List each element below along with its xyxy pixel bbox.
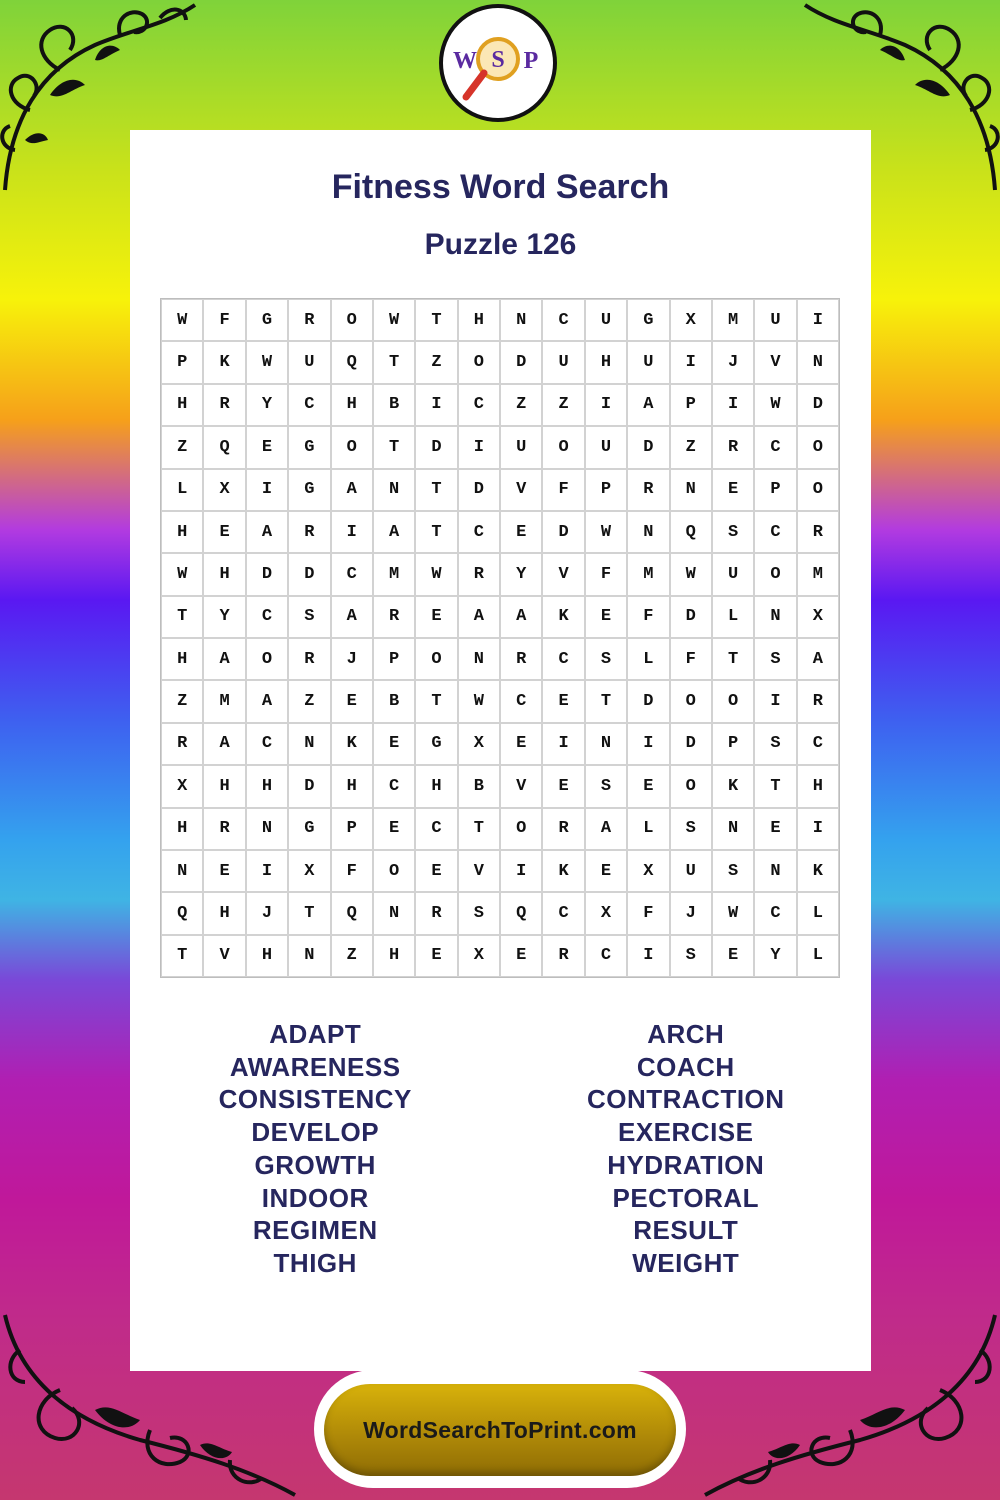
- grid-cell[interactable]: V: [203, 935, 245, 977]
- word-list-left: [130, 1018, 501, 1280]
- grid-cell[interactable]: O: [331, 299, 373, 341]
- grid-cell[interactable]: Q: [500, 892, 542, 934]
- grid-cell[interactable]: E: [754, 808, 796, 850]
- grid-cell[interactable]: E: [203, 850, 245, 892]
- grid-cell[interactable]: X: [458, 723, 500, 765]
- grid-cell[interactable]: C: [754, 892, 796, 934]
- grid-cell[interactable]: S: [712, 850, 754, 892]
- grid-cell[interactable]: R: [203, 808, 245, 850]
- grid-cell[interactable]: N: [161, 850, 203, 892]
- footer-badge: [314, 1370, 686, 1488]
- grid-cell[interactable]: T: [161, 935, 203, 977]
- grid-cell[interactable]: J: [246, 892, 288, 934]
- grid-cell[interactable]: A: [627, 384, 669, 426]
- grid-cell[interactable]: O: [542, 426, 584, 468]
- grid-cell[interactable]: H: [161, 511, 203, 553]
- grid-cell[interactable]: B: [373, 680, 415, 722]
- grid-cell[interactable]: R: [542, 808, 584, 850]
- grid-cell[interactable]: X: [797, 596, 839, 638]
- grid-cell[interactable]: X: [458, 935, 500, 977]
- grid-cell[interactable]: O: [500, 808, 542, 850]
- grid-cell[interactable]: L: [161, 469, 203, 511]
- grid-cell[interactable]: K: [331, 723, 373, 765]
- grid-cell[interactable]: V: [500, 765, 542, 807]
- grid-cell[interactable]: I: [415, 384, 457, 426]
- grid-cell[interactable]: C: [585, 935, 627, 977]
- grid-cell[interactable]: N: [754, 850, 796, 892]
- grid-cell[interactable]: V: [458, 850, 500, 892]
- grid-cell[interactable]: T: [373, 341, 415, 383]
- grid-cell[interactable]: U: [712, 553, 754, 595]
- grid-cell[interactable]: Y: [203, 596, 245, 638]
- grid-cell[interactable]: C: [373, 765, 415, 807]
- grid-cell[interactable]: G: [246, 299, 288, 341]
- grid-cell[interactable]: D: [542, 511, 584, 553]
- grid-cell[interactable]: W: [712, 892, 754, 934]
- grid-cell[interactable]: H: [331, 765, 373, 807]
- grid-cell[interactable]: O: [246, 638, 288, 680]
- grid-cell[interactable]: P: [712, 723, 754, 765]
- grid-cell[interactable]: S: [288, 596, 330, 638]
- grid-cell[interactable]: D: [627, 680, 669, 722]
- puzzle-sheet: [130, 130, 871, 1371]
- grid-cell[interactable]: I: [712, 384, 754, 426]
- grid-cell[interactable]: V: [542, 553, 584, 595]
- grid-cell[interactable]: E: [415, 935, 457, 977]
- grid-cell[interactable]: W: [373, 299, 415, 341]
- grid-cell[interactable]: C: [458, 384, 500, 426]
- grid-cell[interactable]: R: [288, 511, 330, 553]
- grid-cell[interactable]: R: [712, 426, 754, 468]
- grid-cell[interactable]: H: [246, 765, 288, 807]
- grid-cell[interactable]: L: [712, 596, 754, 638]
- word-list: [130, 1018, 871, 1280]
- grid-cell[interactable]: H: [246, 935, 288, 977]
- grid-cell[interactable]: Z: [331, 935, 373, 977]
- logo-letter: S: [491, 47, 505, 73]
- grid-cell[interactable]: Y: [754, 935, 796, 977]
- grid-cell[interactable]: C: [246, 723, 288, 765]
- grid-cell[interactable]: D: [797, 384, 839, 426]
- grid-cell[interactable]: R: [203, 384, 245, 426]
- grid-cell[interactable]: H: [161, 384, 203, 426]
- grid-cell[interactable]: Q: [203, 426, 245, 468]
- grid-cell[interactable]: H: [585, 341, 627, 383]
- grid-cell[interactable]: U: [585, 426, 627, 468]
- grid-cell[interactable]: O: [458, 341, 500, 383]
- word-item: CONTRACTION: [586, 1084, 785, 1115]
- grid-cell[interactable]: N: [754, 596, 796, 638]
- grid-cell[interactable]: X: [670, 299, 712, 341]
- word-item: WEIGHT: [632, 1247, 740, 1278]
- grid-cell[interactable]: E: [542, 765, 584, 807]
- grid-cell[interactable]: M: [627, 553, 669, 595]
- grid-cell[interactable]: E: [415, 596, 457, 638]
- grid-cell[interactable]: C: [754, 426, 796, 468]
- word-item: COACH: [636, 1051, 735, 1082]
- grid-cell[interactable]: C: [458, 511, 500, 553]
- grid-cell[interactable]: H: [203, 765, 245, 807]
- grid-cell[interactable]: Q: [670, 511, 712, 553]
- grid-cell[interactable]: H: [797, 765, 839, 807]
- grid-cell[interactable]: C: [797, 723, 839, 765]
- grid-cell[interactable]: E: [500, 935, 542, 977]
- grid-cell[interactable]: O: [797, 469, 839, 511]
- grid-cell[interactable]: K: [797, 850, 839, 892]
- grid-cell[interactable]: X: [161, 765, 203, 807]
- grid-cell[interactable]: N: [627, 511, 669, 553]
- grid-cell[interactable]: U: [542, 341, 584, 383]
- grid-cell[interactable]: Z: [161, 680, 203, 722]
- grid-cell[interactable]: U: [627, 341, 669, 383]
- grid-cell[interactable]: N: [797, 341, 839, 383]
- grid-cell[interactable]: N: [373, 469, 415, 511]
- grid-cell[interactable]: Z: [415, 341, 457, 383]
- letter-grid: [160, 298, 840, 978]
- grid-cell[interactable]: W: [161, 299, 203, 341]
- grid-cell[interactable]: A: [331, 469, 373, 511]
- grid-cell[interactable]: B: [458, 765, 500, 807]
- grid-cell[interactable]: Y: [246, 384, 288, 426]
- logo-letter: W: [453, 48, 477, 74]
- grid-cell[interactable]: D: [627, 426, 669, 468]
- grid-cell[interactable]: K: [203, 341, 245, 383]
- grid-cell[interactable]: N: [500, 299, 542, 341]
- grid-cell[interactable]: W: [754, 384, 796, 426]
- grid-cell[interactable]: T: [415, 680, 457, 722]
- grid-cell[interactable]: T: [415, 511, 457, 553]
- puzzle-number: Puzzle 126: [424, 228, 577, 261]
- grid-cell[interactable]: E: [712, 469, 754, 511]
- grid-cell[interactable]: P: [373, 638, 415, 680]
- grid-cell[interactable]: S: [585, 765, 627, 807]
- grid-cell[interactable]: G: [288, 808, 330, 850]
- grid-cell[interactable]: R: [542, 935, 584, 977]
- grid-cell[interactable]: C: [542, 638, 584, 680]
- word-item: REGIMEN: [252, 1215, 378, 1246]
- grid-cell[interactable]: O: [670, 765, 712, 807]
- grid-cell[interactable]: X: [288, 850, 330, 892]
- word-item: EXERCISE: [618, 1117, 754, 1148]
- grid-cell[interactable]: F: [627, 892, 669, 934]
- grid-cell[interactable]: Q: [331, 341, 373, 383]
- grid-cell[interactable]: J: [670, 892, 712, 934]
- grid-cell[interactable]: W: [670, 553, 712, 595]
- grid-cell[interactable]: C: [754, 511, 796, 553]
- grid-cell[interactable]: R: [797, 511, 839, 553]
- grid-cell[interactable]: R: [288, 299, 330, 341]
- grid-cell[interactable]: I: [458, 426, 500, 468]
- grid-cell[interactable]: W: [246, 341, 288, 383]
- grid-cell[interactable]: K: [542, 596, 584, 638]
- grid-cell[interactable]: N: [288, 935, 330, 977]
- grid-cell[interactable]: A: [797, 638, 839, 680]
- grid-cell[interactable]: A: [373, 511, 415, 553]
- grid-cell[interactable]: R: [627, 469, 669, 511]
- grid-cell[interactable]: U: [500, 426, 542, 468]
- grid-cell[interactable]: D: [288, 553, 330, 595]
- grid-cell[interactable]: O: [373, 850, 415, 892]
- grid-cell[interactable]: W: [415, 553, 457, 595]
- website-label: WordSearchToPrint.com: [363, 1416, 637, 1443]
- grid-cell[interactable]: C: [500, 680, 542, 722]
- grid-cell[interactable]: I: [246, 850, 288, 892]
- grid-cell[interactable]: L: [797, 892, 839, 934]
- grid-cell[interactable]: P: [670, 384, 712, 426]
- grid-cell[interactable]: M: [203, 680, 245, 722]
- grid-cell[interactable]: T: [415, 299, 457, 341]
- grid-cell[interactable]: T: [585, 680, 627, 722]
- grid-cell[interactable]: J: [712, 341, 754, 383]
- grid-cell[interactable]: R: [161, 723, 203, 765]
- grid-cell[interactable]: H: [203, 553, 245, 595]
- grid-cell[interactable]: E: [712, 935, 754, 977]
- logo-letter: P: [523, 48, 539, 74]
- grid-cell[interactable]: B: [373, 384, 415, 426]
- grid-cell[interactable]: N: [670, 469, 712, 511]
- grid-cell[interactable]: N: [373, 892, 415, 934]
- word-item: RESULT: [633, 1215, 739, 1246]
- grid-cell[interactable]: F: [542, 469, 584, 511]
- grid-cell[interactable]: C: [288, 384, 330, 426]
- grid-cell[interactable]: I: [627, 935, 669, 977]
- grid-cell[interactable]: M: [797, 553, 839, 595]
- grid-cell[interactable]: W: [585, 511, 627, 553]
- grid-cell[interactable]: G: [415, 723, 457, 765]
- grid-cell[interactable]: A: [246, 511, 288, 553]
- grid-cell[interactable]: T: [373, 426, 415, 468]
- grid-cell[interactable]: H: [373, 935, 415, 977]
- grid-cell[interactable]: V: [500, 469, 542, 511]
- grid-cell[interactable]: S: [754, 638, 796, 680]
- grid-cell[interactable]: R: [288, 638, 330, 680]
- grid-cell[interactable]: G: [288, 469, 330, 511]
- grid-cell[interactable]: E: [246, 426, 288, 468]
- grid-cell[interactable]: X: [585, 892, 627, 934]
- grid-cell[interactable]: T: [712, 638, 754, 680]
- grid-cell[interactable]: V: [754, 341, 796, 383]
- website-link[interactable]: [324, 1384, 676, 1476]
- grid-cell[interactable]: Y: [500, 553, 542, 595]
- grid-cell[interactable]: I: [585, 384, 627, 426]
- grid-cell[interactable]: E: [585, 850, 627, 892]
- grid-cell[interactable]: H: [161, 808, 203, 850]
- grid-cell[interactable]: K: [542, 850, 584, 892]
- grid-cell[interactable]: O: [670, 680, 712, 722]
- grid-cell[interactable]: E: [542, 680, 584, 722]
- grid-cell[interactable]: F: [627, 596, 669, 638]
- grid-cell[interactable]: R: [797, 680, 839, 722]
- grid-cell[interactable]: L: [627, 808, 669, 850]
- grid-cell[interactable]: H: [331, 384, 373, 426]
- grid-cell[interactable]: A: [458, 596, 500, 638]
- grid-cell[interactable]: T: [754, 765, 796, 807]
- word-item: HYDRATION: [607, 1149, 765, 1180]
- grid-cell[interactable]: T: [161, 596, 203, 638]
- grid-cell[interactable]: C: [415, 808, 457, 850]
- grid-cell[interactable]: N: [458, 638, 500, 680]
- grid-cell[interactable]: H: [458, 299, 500, 341]
- grid-cell[interactable]: F: [203, 299, 245, 341]
- grid-cell[interactable]: I: [797, 299, 839, 341]
- grid-cell[interactable]: J: [331, 638, 373, 680]
- grid-cell[interactable]: U: [754, 299, 796, 341]
- grid-cell[interactable]: I: [542, 723, 584, 765]
- grid-cell[interactable]: O: [797, 426, 839, 468]
- grid-cell[interactable]: C: [542, 299, 584, 341]
- grid-cell[interactable]: S: [670, 808, 712, 850]
- grid-cell[interactable]: P: [161, 341, 203, 383]
- grid-cell[interactable]: N: [246, 808, 288, 850]
- grid-cell[interactable]: U: [670, 850, 712, 892]
- grid-cell[interactable]: H: [161, 638, 203, 680]
- grid-cell[interactable]: S: [458, 892, 500, 934]
- grid-cell[interactable]: Q: [331, 892, 373, 934]
- word-item: CONSISTENCY: [218, 1084, 412, 1115]
- grid-cell[interactable]: Z: [161, 426, 203, 468]
- grid-cell[interactable]: R: [500, 638, 542, 680]
- grid-cell[interactable]: D: [415, 426, 457, 468]
- grid-cell[interactable]: G: [627, 299, 669, 341]
- grid-cell[interactable]: L: [797, 935, 839, 977]
- grid-cell[interactable]: E: [500, 723, 542, 765]
- grid-cell[interactable]: S: [754, 723, 796, 765]
- grid-cell[interactable]: I: [331, 511, 373, 553]
- grid-cell[interactable]: D: [670, 723, 712, 765]
- grid-cell[interactable]: F: [331, 850, 373, 892]
- grid-cell[interactable]: E: [331, 680, 373, 722]
- grid-cell[interactable]: U: [585, 299, 627, 341]
- grid-cell[interactable]: O: [712, 680, 754, 722]
- grid-cell[interactable]: I: [627, 723, 669, 765]
- grid-cell[interactable]: Z: [288, 680, 330, 722]
- grid-cell[interactable]: F: [585, 553, 627, 595]
- page-title: Fitness Word Search: [331, 168, 670, 206]
- grid-cell[interactable]: F: [670, 638, 712, 680]
- grid-cell[interactable]: A: [203, 723, 245, 765]
- grid-cell[interactable]: T: [458, 808, 500, 850]
- grid-cell[interactable]: A: [203, 638, 245, 680]
- word-item: DEVELOP: [251, 1117, 380, 1148]
- grid-cell[interactable]: X: [203, 469, 245, 511]
- grid-cell[interactable]: E: [203, 511, 245, 553]
- grid-cell[interactable]: H: [415, 765, 457, 807]
- grid-cell[interactable]: C: [246, 596, 288, 638]
- grid-cell[interactable]: I: [670, 341, 712, 383]
- grid-cell[interactable]: D: [458, 469, 500, 511]
- grid-cell[interactable]: A: [246, 680, 288, 722]
- grid-cell[interactable]: U: [288, 341, 330, 383]
- grid-cell[interactable]: A: [585, 808, 627, 850]
- site-logo[interactable]: [439, 4, 557, 122]
- word-item: PECTORAL: [612, 1182, 760, 1213]
- grid-cell[interactable]: E: [500, 511, 542, 553]
- grid-cell[interactable]: W: [161, 553, 203, 595]
- grid-cell[interactable]: P: [754, 469, 796, 511]
- word-list-right: [501, 1018, 872, 1280]
- grid-cell[interactable]: M: [712, 299, 754, 341]
- grid-cell[interactable]: E: [373, 723, 415, 765]
- grid-cell[interactable]: E: [415, 850, 457, 892]
- grid-cell[interactable]: X: [627, 850, 669, 892]
- grid-cell[interactable]: W: [458, 680, 500, 722]
- grid-cell[interactable]: N: [712, 808, 754, 850]
- grid-cell[interactable]: N: [585, 723, 627, 765]
- grid-cell[interactable]: I: [797, 808, 839, 850]
- word-item: GROWTH: [254, 1149, 376, 1180]
- word-item: AWARENESS: [229, 1051, 401, 1082]
- grid-cell[interactable]: R: [458, 553, 500, 595]
- grid-cell[interactable]: R: [373, 596, 415, 638]
- grid-cell[interactable]: G: [288, 426, 330, 468]
- magnifier-icon: [448, 13, 548, 113]
- grid-cell[interactable]: S: [670, 935, 712, 977]
- grid-cell[interactable]: E: [627, 765, 669, 807]
- grid-cell[interactable]: A: [500, 596, 542, 638]
- word-item: ARCH: [647, 1019, 725, 1049]
- grid-cell[interactable]: C: [331, 553, 373, 595]
- grid-cell[interactable]: L: [627, 638, 669, 680]
- grid-cell[interactable]: I: [754, 680, 796, 722]
- grid-cell[interactable]: I: [500, 850, 542, 892]
- grid-cell[interactable]: D: [670, 596, 712, 638]
- grid-cell[interactable]: H: [203, 892, 245, 934]
- grid-cell[interactable]: O: [331, 426, 373, 468]
- grid-cell[interactable]: S: [585, 638, 627, 680]
- grid-cell[interactable]: Z: [670, 426, 712, 468]
- grid-cell[interactable]: D: [500, 341, 542, 383]
- grid-cell[interactable]: K: [712, 765, 754, 807]
- grid-cell[interactable]: T: [415, 469, 457, 511]
- grid-cell[interactable]: T: [288, 892, 330, 934]
- grid-cell[interactable]: R: [415, 892, 457, 934]
- word-item: THIGH: [273, 1247, 357, 1278]
- grid-cell[interactable]: C: [542, 892, 584, 934]
- grid-cell[interactable]: I: [246, 469, 288, 511]
- grid-cell[interactable]: D: [288, 765, 330, 807]
- grid-cell[interactable]: O: [415, 638, 457, 680]
- grid-cell[interactable]: E: [585, 596, 627, 638]
- grid-cell[interactable]: A: [331, 596, 373, 638]
- grid-cell[interactable]: M: [373, 553, 415, 595]
- grid-cell[interactable]: O: [754, 553, 796, 595]
- grid-cell[interactable]: N: [288, 723, 330, 765]
- grid-cell[interactable]: P: [331, 808, 373, 850]
- grid-cell[interactable]: Z: [542, 384, 584, 426]
- word-item: INDOOR: [261, 1182, 369, 1213]
- grid-cell[interactable]: D: [246, 553, 288, 595]
- grid-cell[interactable]: Z: [500, 384, 542, 426]
- grid-cell[interactable]: Q: [161, 892, 203, 934]
- grid-cell[interactable]: P: [585, 469, 627, 511]
- grid-cell[interactable]: E: [373, 808, 415, 850]
- word-item: ADAPT: [269, 1019, 362, 1049]
- grid-cell[interactable]: S: [712, 511, 754, 553]
